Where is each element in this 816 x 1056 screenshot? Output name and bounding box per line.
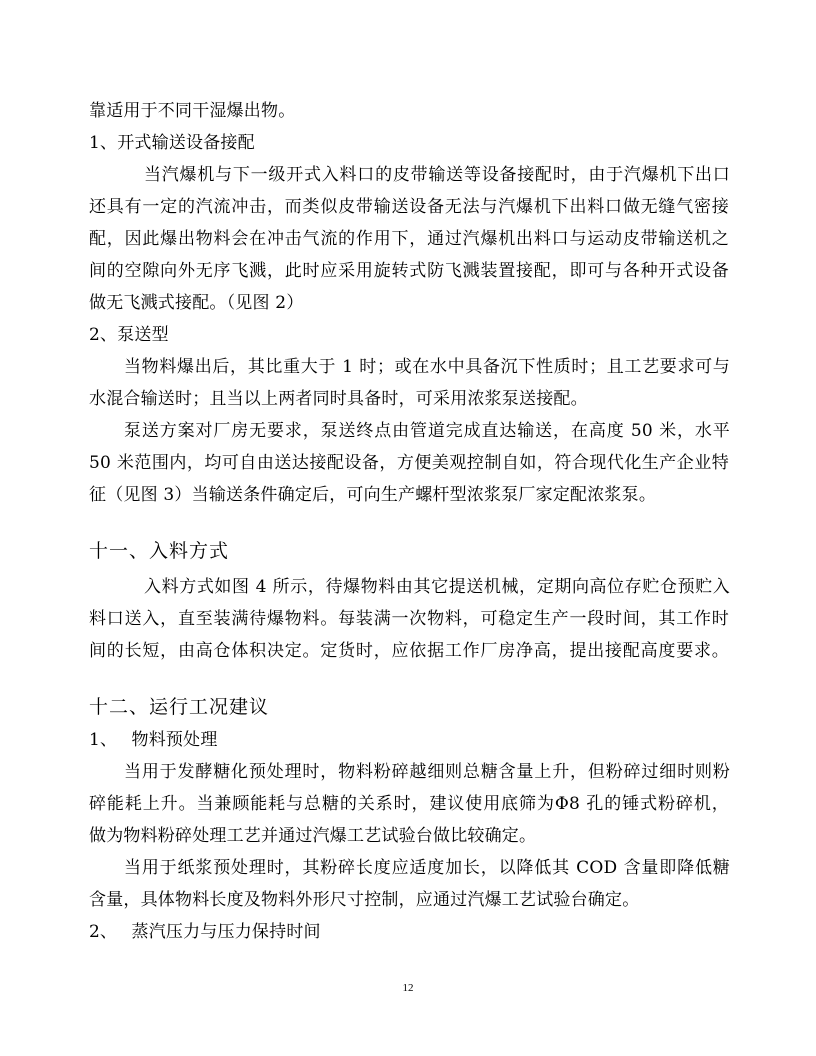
subheading: 1、开式输送设备接配: [89, 133, 255, 153]
text-line: 做为物料粉碎处理工艺并通过汽爆工艺试验台做比较确定。: [89, 826, 537, 846]
text-line: 当用于纸浆预处理时，其粉碎长度应适度加长，以降低其 COD 含量即降低糖: [124, 858, 730, 878]
text-line: 含量，具体物料长度及物料外形尺寸控制，应通过汽爆工艺试验台确定。: [89, 890, 640, 910]
text-line: 做无飞溅式接配。（见图 2）: [89, 293, 304, 313]
text-line: 间的长短，由高仓体积决定。定货时，应依据工作厂房净高，提出接配高度要求。: [89, 641, 729, 661]
subheading: 2、 蒸汽压力与压力保持时间: [89, 922, 321, 942]
section-heading: 十一、入料方式: [89, 540, 230, 562]
text-line: 还具有一定的汽流冲击，而类似皮带输送设备无法与汽爆机下出料口做无缝气密接: [89, 197, 729, 217]
section-heading: 十二、运行工况建议: [89, 696, 270, 718]
page-number: 12: [402, 982, 414, 994]
text-line: 靠适用于不同干湿爆出物。: [89, 101, 296, 121]
text-line: 当物料爆出后，其比重大于 1 时；或在水中具备沉下性质时；且工艺要求可与: [124, 357, 730, 377]
text-line: 当用于发酵糖化预处理时，物料粉碎越细则总糖含量上升，但粉碎过细时则粉: [124, 762, 730, 782]
text-line: 泵送方案对厂房无要求，泵送终点由管道完成直达输送，在高度 50 米，水平: [124, 421, 730, 441]
text-line: 配，因此爆出物料会在冲击气流的作用下，通过汽爆机出料口与运动皮带输送机之: [89, 229, 729, 249]
text-line: 当汽爆机与下一级开式入料口的皮带输送等设备接配时，由于汽爆机下出口: [144, 165, 730, 185]
subheading: 1、 物料预处理: [89, 730, 218, 750]
text-line: 碎能耗上升。当兼顾能耗与总糖的关系时，建议使用底筛为Φ8 孔的锤式粉碎机，: [89, 794, 729, 814]
subheading: 2、泵送型: [89, 325, 169, 345]
text-line: 水混合输送时；且当以上两者同时具备时，可采用浓浆泵送接配。: [89, 389, 588, 409]
text-line: 入料方式如图 4 所示，待爆物料由其它提送机械，定期向高位存贮仓预贮入: [144, 577, 730, 597]
text-line: 征（见图 3）当输送条件确定后，可向生产螺杆型浓浆泵厂家定配浓浆泵。: [89, 485, 657, 505]
text-line: 间的空隙向外无序飞溅，此时应采用旋转式防飞溅装置接配，即可与各种开式设备: [89, 261, 729, 281]
text-line: 50 米范围内，均可自由送达接配设备，方便美观控制自如，符合现代化生产企业特: [89, 453, 729, 473]
text-line: 料口送入，直至装满待爆物料。每装满一次物料，可稳定生产一段时间，其工作时: [89, 609, 729, 629]
